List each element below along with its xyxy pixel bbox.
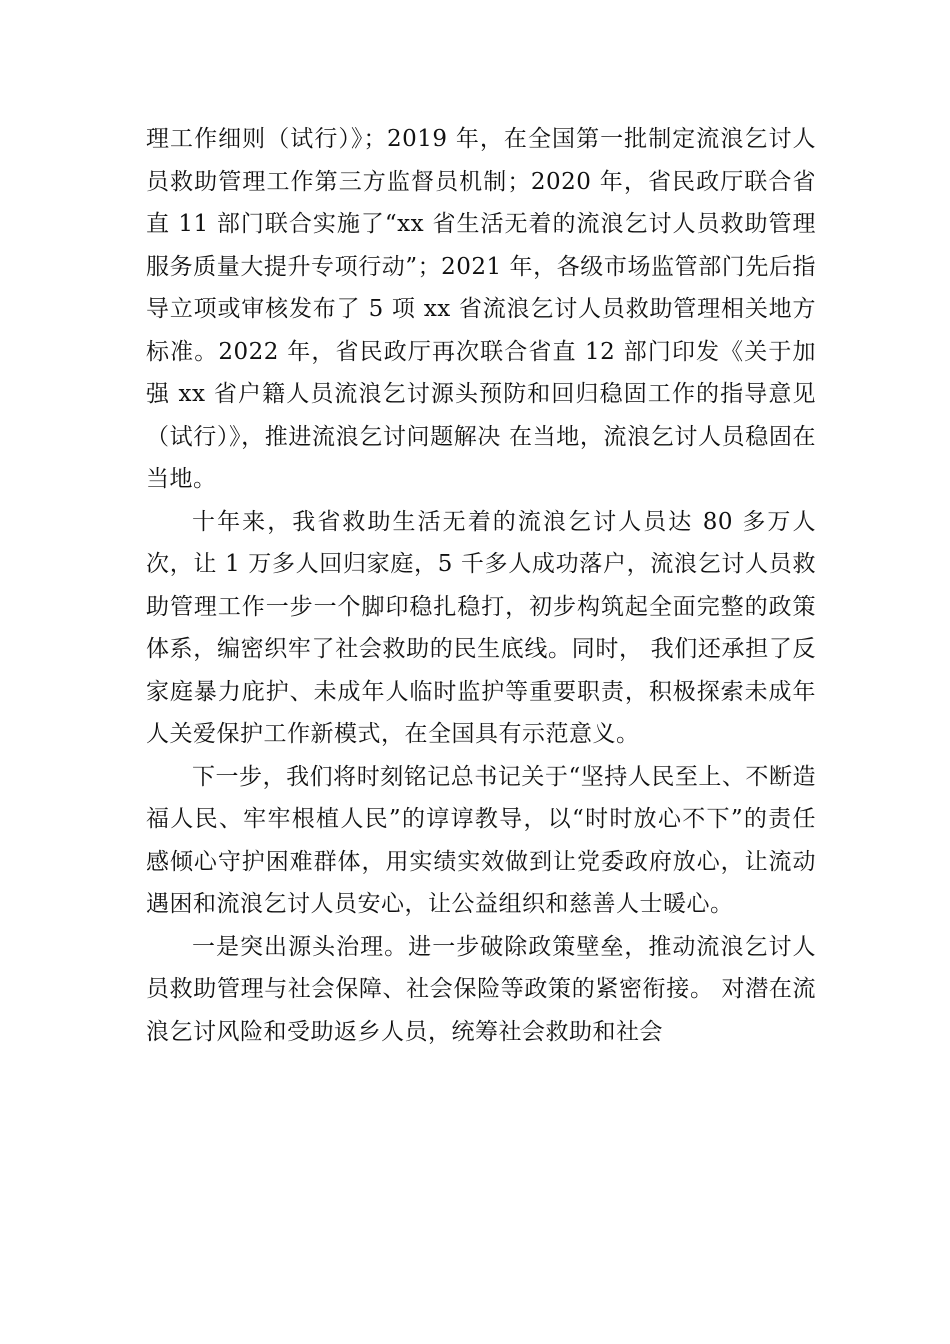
paragraph-policy-history: 理工作细则（试行）》；2019 年，在全国第一批制定流浪乞讨人员救助管理工作第三方监督员机制；2020 年，省民政厅联合省直 11 部门联合实施了“xx 省生活无着的流浪乞讨人员救助管理服务质量大提升专项行动”；2021 年，各级市场监管部门先后指导立项或审核发布了 5 项 xx 省流浪乞讨人员救助管理相关地方标准。2022 年，省民政厅再次联合省直 12 部门印发《关于加强 xx 省户籍人员流浪乞讨源头预防和回归稳固工作的指导意见（试行）》，推进流浪乞讨问题解决 在当地，流浪乞讨人员稳固在当地。 — [146, 126, 816, 492]
document-body — [146, 118, 816, 1053]
paragraph-source-governance: 一是突出源头治理。进一步破除政策壁垒，推动流浪乞讨人员救助管理与社会保障、社会保险等政策的紧密衔接。 对潜在流浪乞讨风险和受助返乡人员，统筹社会救助和社会 — [146, 933, 816, 1045]
paragraph-ten-year-achievements: 十年来，我省救助生活无着的流浪乞讨人员达 80 多万人次，让 1 万多人回归家庭，5 千多人成功落户，流浪乞讨人员救助管理工作一步一个脚印稳扎稳打，初步构筑起全面完整的政策体系，编密织牢了社会救助的民生底线。同时， 我们还承担了反家庭暴力庇护、未成年人临时监护等重要职责，积极探索未成年人关爱保护工作新模式，在全国具有示范意义。 — [146, 508, 816, 747]
paragraph-next-steps: 下一步，我们将时刻铭记总书记关于“坚持人民至上、不断造福人民、牢牢根植人民”的谆谆教导，以“时时放心不下”的责任感倾心守护困难群体，用实绩实效做到让党委政府放心，让流动遇困和流浪乞讨人员安心，让公益组织和慈善人士暖心。 — [146, 763, 816, 917]
